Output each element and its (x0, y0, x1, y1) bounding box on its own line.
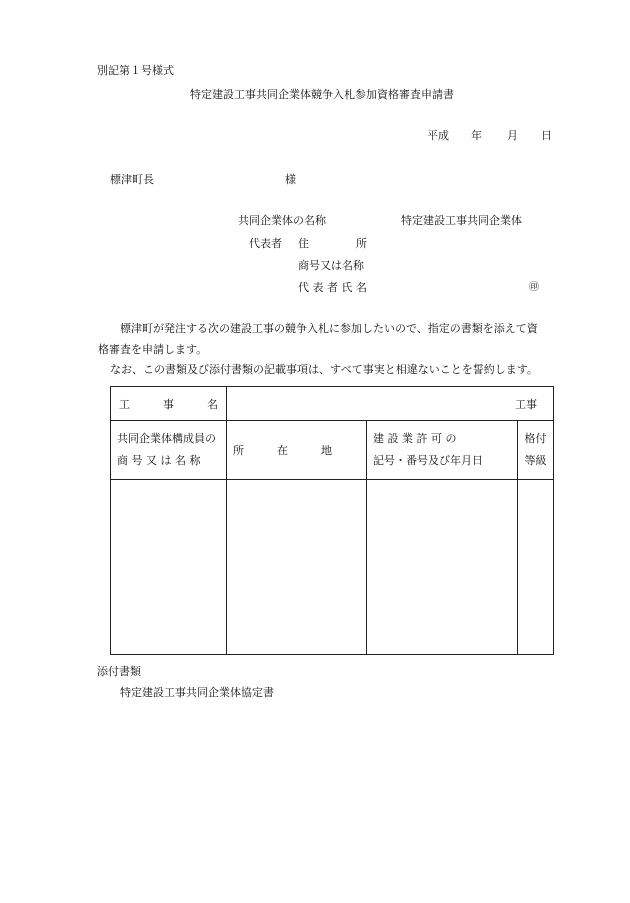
jv-name-label: 共同企業体の名称 (238, 214, 326, 227)
application-table (110, 386, 554, 655)
header-row (111, 421, 554, 480)
address-label-1: 住 (298, 237, 309, 250)
attachment-item: 特定建設工事共同企業体協定書 (120, 686, 274, 699)
location-header-cell (227, 421, 367, 480)
representative-label: 代表者 (249, 237, 282, 250)
license-entry-cell[interactable] (367, 480, 518, 655)
trade-name-label: 商号又は名称 (298, 259, 364, 272)
document-title: 特定建設工事共同企業体競争入札参加資格審査申請書 (190, 88, 454, 101)
member-header-cell (111, 421, 227, 480)
grade-entry-cell[interactable] (518, 480, 554, 655)
location-entry-cell[interactable] (227, 480, 367, 655)
date-year: 年 (471, 129, 482, 142)
body-paragraph-1-line-2: 格審査を申請します。 (98, 343, 208, 356)
member-header-line-2: 商 号 又 は 名 称 (117, 454, 201, 467)
location-header: 所 在 地 (233, 444, 332, 457)
grade-header-cell (518, 421, 554, 480)
entry-row (111, 480, 554, 655)
addressee-honorific: 様 (285, 173, 296, 186)
grade-header-line-2: 等級 (524, 454, 547, 467)
work-suffix: 工事 (515, 397, 537, 411)
date-month: 月 (507, 129, 518, 142)
date-day: 日 (541, 129, 552, 142)
form-number: 別記第１号様式 (97, 64, 174, 77)
work-name-label: 工 事 名 (119, 397, 218, 411)
addressee-name: 標津町長 (110, 173, 154, 186)
body-paragraph-2: なお、この書類及び添付書類の記載事項は、すべて事実と相違ないことを誓約します。 (110, 363, 538, 376)
representative-name-label: 代 表 者 氏 名 (298, 281, 367, 294)
license-header-cell (367, 421, 518, 480)
attachments-heading: 添付書類 (97, 665, 141, 678)
license-header-line-2: 記号・番号及び年月日 (373, 454, 483, 467)
member-entry-cell[interactable] (111, 480, 227, 655)
seal-mark: ㊞ (529, 282, 539, 293)
license-header-line-1: 建 設 業 許 可 の (373, 432, 457, 445)
grade-header-line-1: 格付 (524, 432, 547, 445)
work-name-row (111, 387, 554, 421)
jv-name-value: 特定建設工事共同企業体 (401, 214, 522, 227)
body-paragraph-1-line-1: 標津町が発注する次の建設工事の競争入札に参加したいので、指定の書類を添えて資 (120, 322, 538, 335)
date-era: 平成 (427, 129, 449, 142)
member-header-line-1: 共同企業体構成員の (117, 432, 216, 445)
work-name-value-cell (227, 387, 554, 421)
work-name-label-cell (111, 387, 227, 421)
address-label-2: 所 (356, 237, 367, 250)
